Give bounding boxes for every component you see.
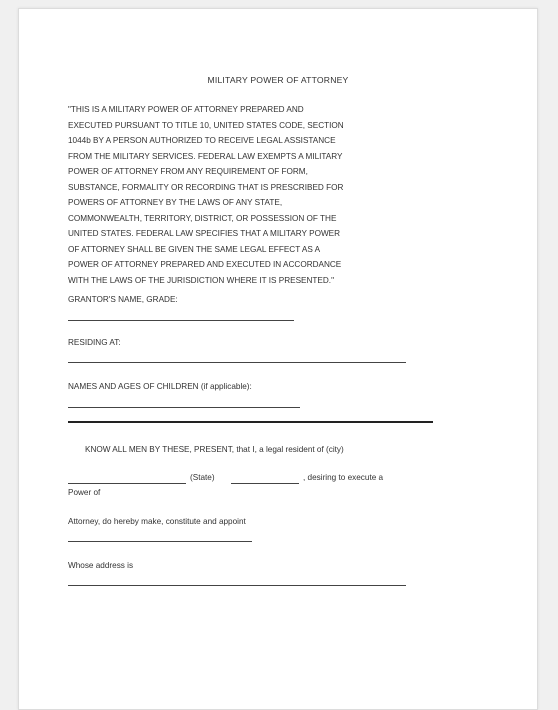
children-label: NAMES AND AGES OF CHILDREN (if applicable): xyxy=(68,382,252,391)
preamble-line: 1044b BY A PERSON AUTHORIZED TO RECEIVE LEGAL ASSISTANCE xyxy=(68,136,336,145)
preamble-line: FROM THE MILITARY SERVICES. FEDERAL LAW EXEMPTS A MILITARY xyxy=(68,151,343,161)
attorney-address-field[interactable] xyxy=(68,585,406,586)
preamble-line: OF ATTORNEY SHALL BE GIVEN THE SAME LEGAL EFFECT AS A xyxy=(68,244,321,254)
preamble-line: WITH THE LAWS OF THE JURISDICTION WHERE IT IS PRESENTED." xyxy=(68,275,334,285)
preamble-line: EXECUTED PURSUANT TO TITLE 10, UNITED STATES CODE, SECTION xyxy=(68,120,344,130)
city-field[interactable] xyxy=(68,483,186,484)
preamble-line: POWERS OF ATTORNEY BY THE LAWS OF ANY STATE, xyxy=(68,198,283,207)
state-field[interactable] xyxy=(231,483,299,484)
section-divider xyxy=(68,421,433,423)
children-field[interactable] xyxy=(68,407,300,408)
document-page xyxy=(18,8,538,710)
preamble-line: SUBSTANCE, FORMALITY OR RECORDING THAT IS PRESCRIBED FOR xyxy=(68,182,344,192)
preamble-line: "THIS IS A MILITARY POWER OF ATTORNEY PREPARED AND xyxy=(68,105,304,114)
grantor-name-label: GRANTOR'S NAME, GRADE: xyxy=(68,295,178,304)
appoint-statement: Attorney, do hereby make, constitute and appoint xyxy=(68,517,246,526)
grantor-name-field[interactable] xyxy=(68,320,294,321)
preamble-line: COMMONWEALTH, TERRITORY, DISTRICT, OR POSSESSION OF THE xyxy=(68,213,337,223)
preamble-line: POWER OF ATTORNEY PREPARED AND EXECUTED IN ACCORDANCE xyxy=(68,260,342,269)
preamble-line: UNITED STATES. FEDERAL LAW SPECIFIES THAT A MILITARY POWER xyxy=(68,229,341,238)
know-all-statement: KNOW ALL MEN BY THESE, PRESENT, that I, a legal resident of (city) xyxy=(85,445,344,454)
legal-preamble xyxy=(68,102,440,288)
preamble-line: POWER OF ATTORNEY FROM ANY REQUIREMENT OF FORM, xyxy=(68,167,308,176)
residing-at-field[interactable] xyxy=(68,362,406,363)
document-title: MILITARY POWER OF ATTORNEY xyxy=(207,75,349,85)
whose-address-label: Whose address is xyxy=(68,561,134,570)
state-label: (State) xyxy=(190,473,215,482)
attorney-name-field[interactable] xyxy=(68,541,252,542)
desiring-text: , desiring to execute a xyxy=(303,473,384,482)
residing-at-label: RESIDING AT: xyxy=(68,338,121,347)
power-of-text: Power of xyxy=(68,488,101,497)
